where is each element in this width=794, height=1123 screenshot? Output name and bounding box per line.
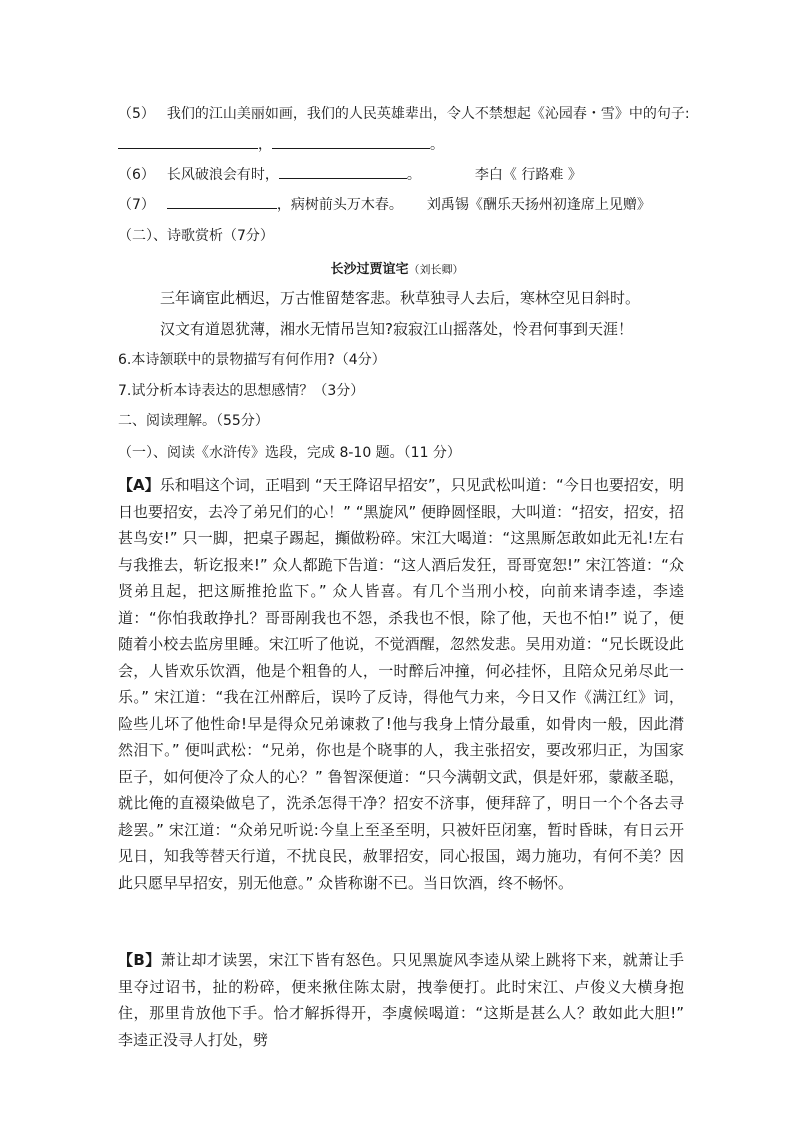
passage-b-text: 萧让却才读罢，宋江下皆有怒色。只见黑旋风李逵从梁上跳将下来，就萧让手里夺过诏书，扯的粉碎，便来揪住陈太尉，拽拳便打。此时宋江、卢俊义大横身抱住，那里肯放他下手。恰才解拆得开，李虞候喝道：“这斯是甚么人？敢如此大胆!” 李逵正没寻人打处，劈 [118, 951, 684, 1049]
answer-blank[interactable] [118, 134, 258, 149]
question-6-text: 长风破浪会有时， [166, 167, 279, 183]
passage-b [118, 947, 684, 1053]
section-reading-heading: 二、阅读理解。（55分） [118, 413, 269, 429]
poem-author: （刘长卿） [408, 263, 464, 276]
passage-a [118, 472, 684, 896]
poem-title [0, 258, 794, 277]
poem-line-2: 汉文有道恩犹薄，湘水无情吊岂知?寂寂江山摇落处，怜君何事到天涯！ [160, 320, 633, 338]
subsection-heading: （一）、阅读《水浒传》选段，完成 8-10 题。（11 分） [118, 445, 461, 461]
question-5-number: （5） [118, 106, 155, 122]
question-5-answer-line [118, 134, 444, 155]
passage-a-tag: 【A】 [118, 476, 160, 494]
answer-blank[interactable] [279, 164, 407, 179]
question-7-line [118, 194, 651, 215]
question-7-number: （7） [118, 197, 155, 213]
question-6-line [118, 164, 582, 185]
question-5-separator: ， [258, 137, 272, 153]
question-6-end: 。 [406, 167, 421, 183]
question-5-end: 。 [430, 137, 444, 153]
question-7-source: 刘禹锡《酬乐天扬州初逢席上见赠》 [426, 197, 651, 213]
poem-title-text: 长沙过贾谊宅 [330, 262, 409, 277]
answer-blank[interactable] [272, 134, 430, 149]
question-7-text: ，病树前头万木春。 [276, 197, 403, 213]
poem-line-1: 三年谪宦此栖迟，万古惟留楚客悲。秋草独寻人去后，寒林空见日斜时。 [160, 289, 641, 307]
section-poetry-heading: （二）、诗歌赏析（7分） [118, 228, 274, 244]
question-7-prompt: 7.试分析本诗表达的思想感情？（3分） [118, 383, 365, 399]
question-5-line [118, 104, 690, 124]
answer-blank[interactable] [167, 194, 277, 209]
question-6-prompt: 6.本诗颔联中的景物描写有何作用?（4分） [118, 352, 386, 368]
passage-b-tag: 【B】 [118, 951, 161, 969]
question-5-text: 我们的江山美丽如画，我们的人民英雄辈出，令人不禁想起《沁园春・雪》中的句子: [166, 106, 690, 122]
question-6-number: （6） [118, 167, 155, 183]
passage-a-text: 乐和唱这个词，正唱到 “天王降诏早招安”，只见武松叫道：“今日也要招安，明日也要招安，去冷了弟兄们的心！” “黑旋风” 便睁圆怪眼，大叫道：“招安，招安，招甚鸟安!” 只一脚，把桌子踢起，攧做粉碎。宋江大喝道：“这黑厮怎敢如此无礼!左右与我推去，斩讫报来!” 众人都跪下告道：“这人酒后发狂，哥哥宽恕!” 宋江答道：“众贤弟且起，把这厮推抢监下。” 众人皆喜。有几个当刑小校，向前来请李逵，李逵道：“你怕我敢挣扎？哥哥剐我也不怨，杀我也不恨，除了他，天也不怕!” 说了，便随着小校去监房里睡。宋江听了他说，不觉酒醒，忽然发悲。吴用劝道：“兄长既设此会，人皆欢乐饮酒，他是个粗鲁的人，一时醉后冲撞，何必挂怀，且陪众兄弟尽此一乐。” 宋江道：“我在江州醉后，误吟了反诗，得他气力来，今日又作《满江红》词，险些儿坏了他性命!早是得众兄弟谏救了!他与我身上情分最重，如骨肉一般，因此潸然泪下。” 便叫武松：“兄弟，你也是个晓事的人，我主张招安，要改邪归正，为国家臣子，如何便冷了众人的心？” 鲁智深便道：“只今满朝文武，俱是奸邪，蒙蔽圣聪，就比俺的直裰染做皂了，洗杀怎得干净？招安不济事，便拜辞了，明日一个个各去寻趁罢。” 宋江道：“众弟兄听说:今皇上至圣至明，只被奸臣闭塞，暂时昏昧，有日云开见日，知我等替天行道，不扰良民，赦罪招安，同心报国，竭力施功，有何不美？因此只愿早早招安，别无他意。” 众皆称谢不已。当日饮酒，终不畅怀。 [118, 476, 685, 892]
question-6-source: 李白《 行路难 》 [474, 167, 582, 183]
